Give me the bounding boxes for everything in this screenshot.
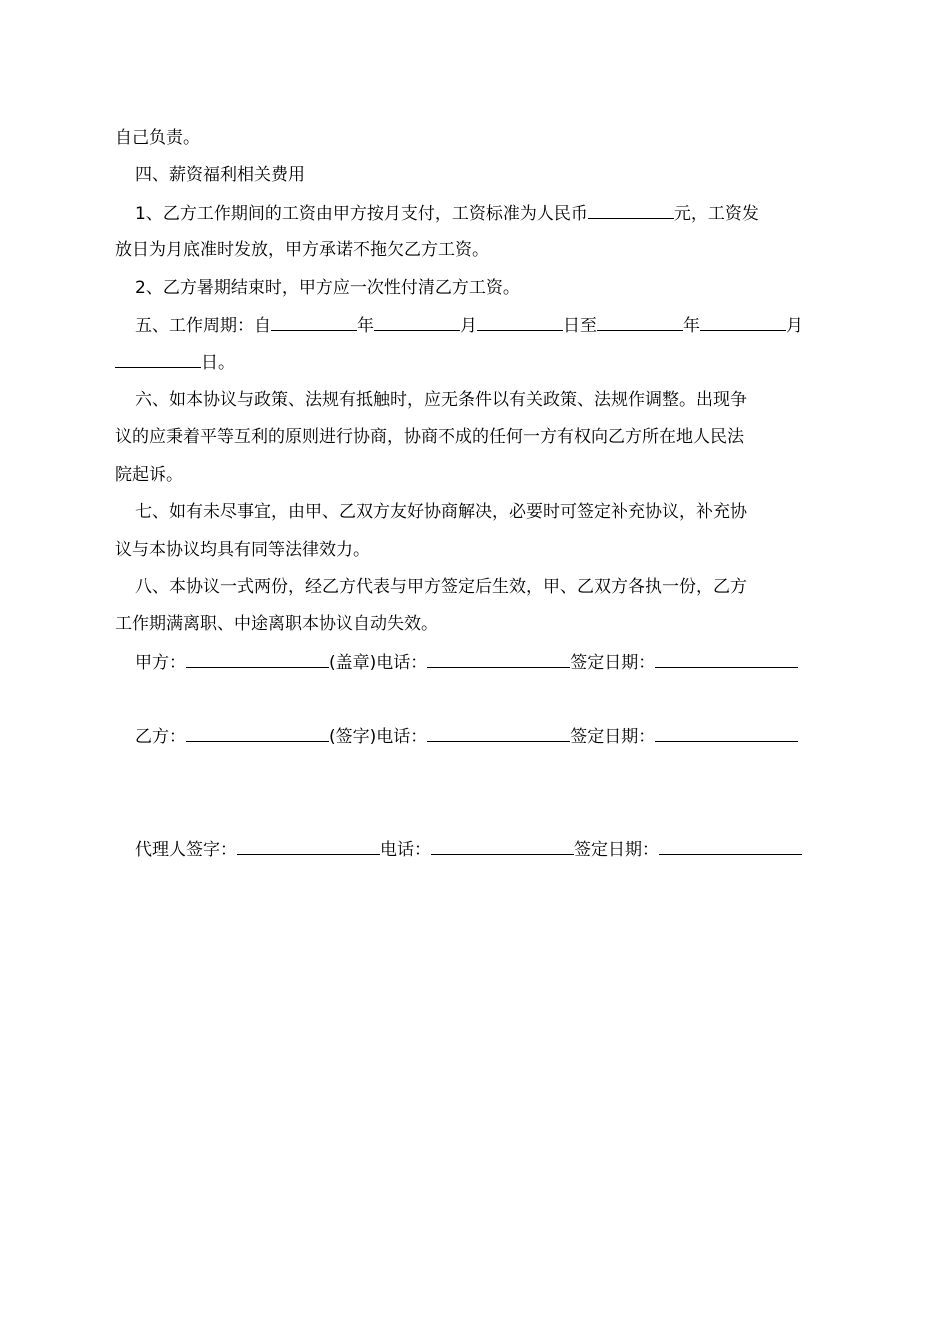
sign-date-label: 签定日期： bbox=[574, 840, 659, 860]
agent-date-blank[interactable] bbox=[659, 838, 802, 855]
text: 院起诉。 bbox=[115, 465, 183, 485]
text: 五、工作周期：自 bbox=[135, 316, 271, 336]
section-5-line-2 bbox=[115, 351, 845, 374]
agent-phone-blank[interactable] bbox=[431, 838, 574, 855]
section-8-line-1 bbox=[135, 576, 865, 598]
agent-label: 代理人签字： bbox=[135, 840, 237, 860]
text: 元，工资发 bbox=[673, 204, 759, 224]
party-a-date-blank[interactable] bbox=[655, 651, 798, 668]
text: 自己负责。 bbox=[115, 128, 200, 148]
section-7-line-1 bbox=[135, 501, 865, 523]
party-b-label: 乙方： bbox=[135, 727, 186, 747]
sign-date-label: 签定日期： bbox=[570, 727, 656, 747]
section-4-item-2 bbox=[135, 277, 865, 299]
text: 日。 bbox=[201, 353, 235, 373]
party-b-date-blank[interactable] bbox=[655, 725, 798, 742]
section-6-line-3 bbox=[115, 464, 845, 486]
section-5-line-1 bbox=[135, 314, 865, 337]
party-a-phone-blank[interactable] bbox=[427, 651, 570, 668]
section-4-item-1-line-2 bbox=[115, 239, 845, 261]
section-4-item-1-line-1 bbox=[135, 202, 865, 225]
salary-amount-blank[interactable] bbox=[588, 202, 674, 219]
text: 日至 bbox=[563, 316, 597, 336]
sign-date-label: 签定日期： bbox=[570, 653, 656, 673]
section-8-line-2 bbox=[115, 613, 845, 635]
end-year-blank[interactable] bbox=[597, 314, 683, 331]
text: 六、如本协议与政策、法规有抵触时，应无条件以有关政策、法规作调整。出现争 bbox=[135, 390, 747, 410]
start-year-blank[interactable] bbox=[271, 314, 357, 331]
signature-line-party-b bbox=[135, 725, 865, 748]
text: 放日为月底准时发放，甲方承诺不拖欠乙方工资。 bbox=[115, 240, 489, 260]
section-4-heading bbox=[135, 164, 865, 186]
text: 月 bbox=[786, 316, 803, 336]
end-month-blank[interactable] bbox=[700, 314, 786, 331]
section-6-line-2 bbox=[115, 426, 845, 448]
signature-line-agent bbox=[135, 838, 865, 861]
sign-phone-label: (签字)电话： bbox=[329, 727, 428, 747]
section-7-line-2 bbox=[115, 539, 845, 561]
text: 七、如有未尽事宜，由甲、乙双方友好协商解决，必要时可签定补充协议，补充协 bbox=[135, 502, 747, 522]
party-a-blank[interactable] bbox=[186, 651, 329, 668]
seal-phone-label: (盖章)电话： bbox=[329, 653, 428, 673]
agent-signature-blank[interactable] bbox=[237, 838, 380, 855]
text: 年 bbox=[357, 316, 374, 336]
start-day-blank[interactable] bbox=[477, 314, 563, 331]
text: 八、本协议一式两份，经乙方代表与甲方签定后生效，甲、乙双方各执一份，乙方 bbox=[135, 577, 747, 597]
signature-line-party-a bbox=[135, 651, 865, 674]
end-day-blank[interactable] bbox=[115, 351, 201, 368]
party-b-phone-blank[interactable] bbox=[427, 725, 570, 742]
paragraph-tail bbox=[115, 127, 845, 149]
text: 议的应秉着平等互利的原则进行协商，协商不成的任何一方有权向乙方所在地人民法 bbox=[115, 427, 744, 447]
phone-label: 电话： bbox=[380, 840, 431, 860]
text: 工作期满离职、中途离职本协议自动失效。 bbox=[115, 614, 438, 634]
section-6-line-1 bbox=[135, 389, 865, 411]
text: 年 bbox=[683, 316, 700, 336]
text: 月 bbox=[460, 316, 477, 336]
party-a-label: 甲方： bbox=[135, 653, 186, 673]
text: 1、乙方工作期间的工资由甲方按月支付，工资标准为人民币 bbox=[135, 204, 588, 224]
start-month-blank[interactable] bbox=[374, 314, 460, 331]
text: 2、乙方暑期结束时，甲方应一次性付清乙方工资。 bbox=[135, 278, 520, 298]
party-b-blank[interactable] bbox=[186, 725, 329, 742]
text: 议与本协议均具有同等法律效力。 bbox=[115, 540, 370, 560]
heading-text: 四、薪资福利相关费用 bbox=[135, 165, 305, 185]
